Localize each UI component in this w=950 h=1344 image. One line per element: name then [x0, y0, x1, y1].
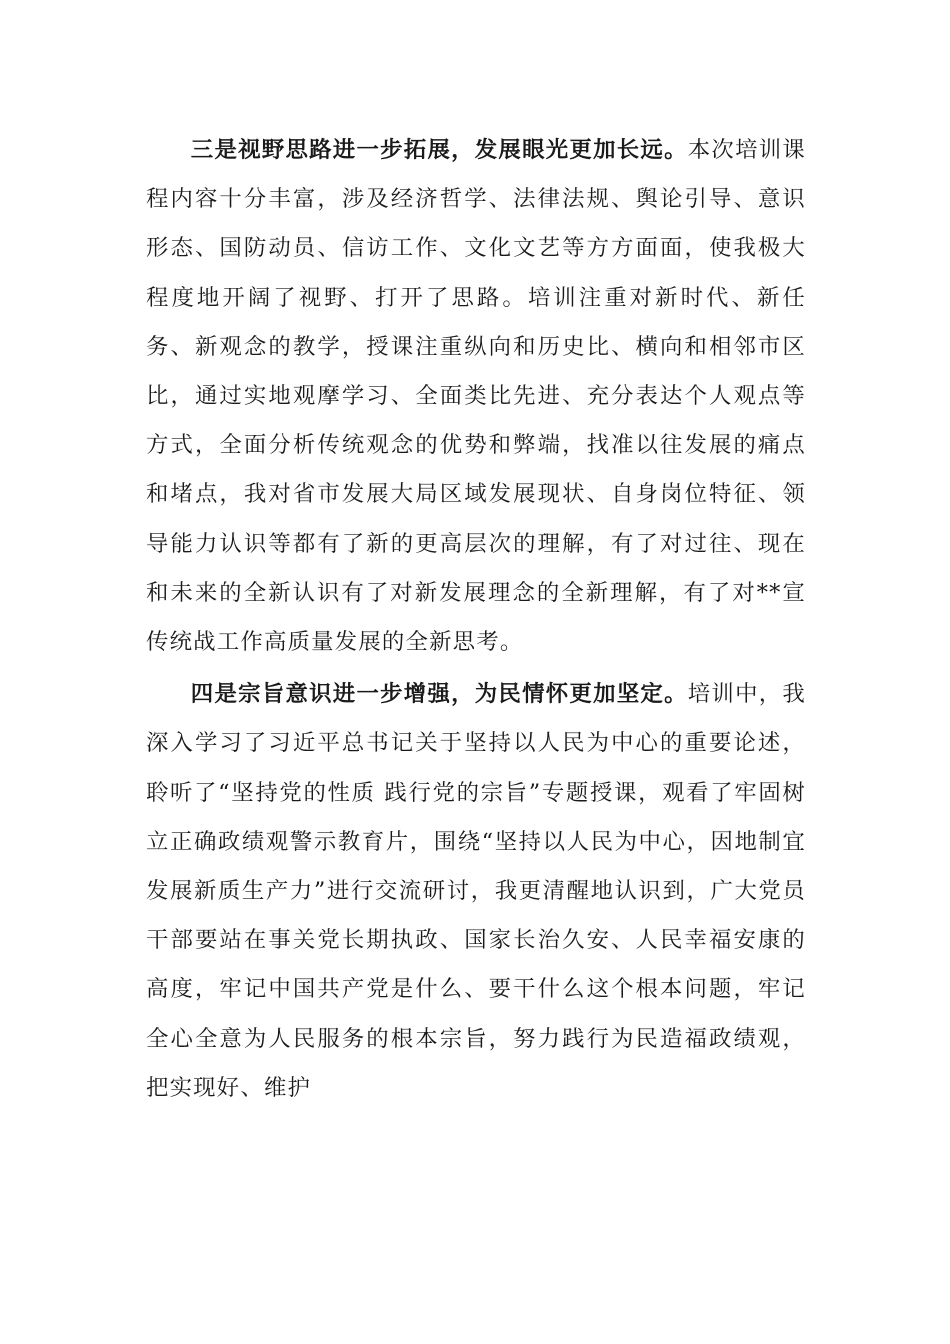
paragraph-heading: 三是视野思路进一步拓展，发展眼光更加长远。 — [190, 137, 688, 163]
paragraph-text: 培训中，我深入学习了习近平总书记关于坚持以人民为中心的重要论述，聆听了“坚持党的性质 践行党的宗旨”专题授课，观看了牢固树立正确政绩观警示教育片，围绕“坚持以人民为中心，因地制宜发展新质生产力”进行交流研讨，我更清醒地认识到，广大党员干部要站在事关党长期执政、国家长治久安、人民幸福安康的高度，牢记中国共产党是什么、要干什么这个根本问题，牢记全心全意为人民服务的根本宗旨，努力践行为民造福政绩观，把实现好、维护 — [146, 681, 806, 1101]
document-body — [146, 126, 806, 1113]
paragraph-vision — [146, 126, 806, 667]
paragraph-text: 本次培训课程内容十分丰富，涉及经济哲学、法律法规、舆论引导、意识形态、国防动员、信访工作、文化文艺等方方面面，使我极大程度地开阔了视野、打开了思路。培训注重对新时代、新任务、新观念的教学，授课注重纵向和历史比、横向和相邻市区比，通过实地观摩学习、全面类比先进、充分表达个人观点等方式，全面分析传统观念的优势和弊端，找准以往发展的痛点和堵点，我对省市发展大局区域发展现状、自身岗位特征、领导能力认识等都有了新的更高层次的理解，有了对过往、现在和未来的全新认识有了对新发展理念的全新理解，有了对**宣传统战工作高质量发展的全新思考。 — [146, 137, 806, 656]
paragraph-heading: 四是宗旨意识进一步增强，为民情怀更加坚定。 — [190, 681, 688, 708]
paragraph-purpose — [146, 670, 806, 1113]
